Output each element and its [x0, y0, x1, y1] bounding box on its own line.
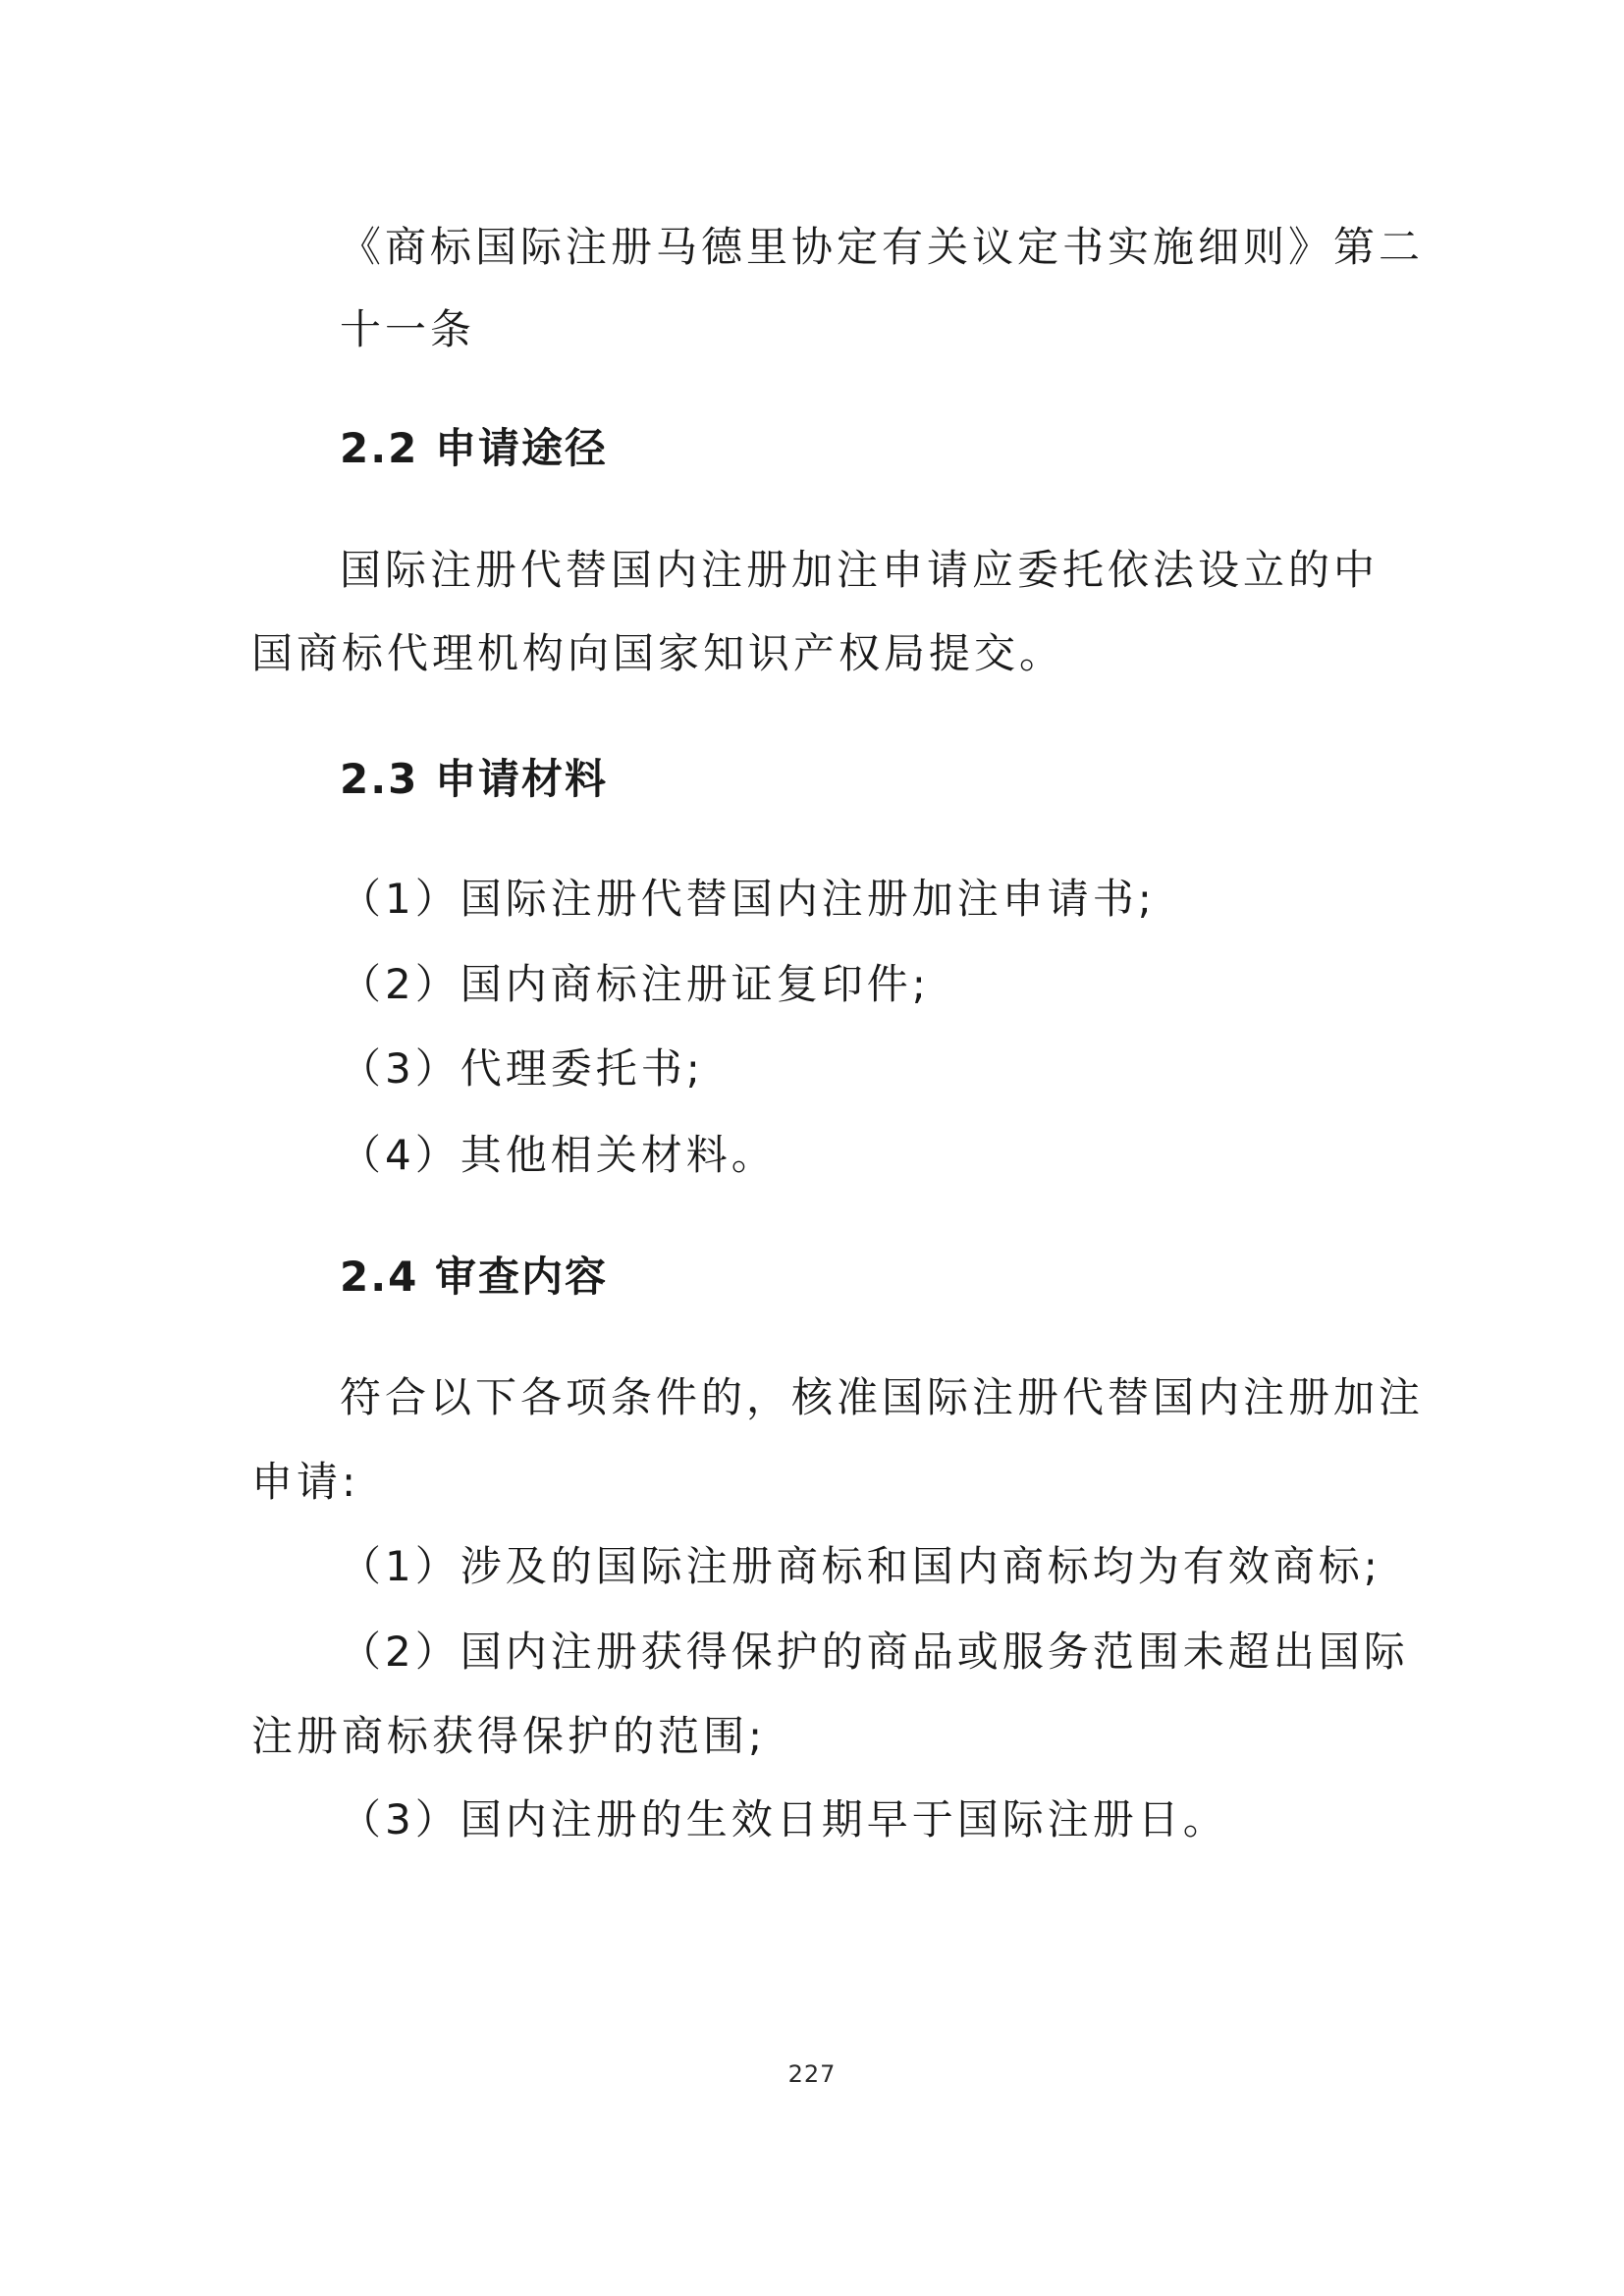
section-2-3-item-1: （1）国际注册代替国内注册加注申请书;	[340, 875, 1156, 923]
section-2-4-item-2-line-1: （2）国内注册获得保护的商品或服务范围未超出国际	[340, 1628, 1409, 1676]
section-2-3-item-4: （4）其他相关材料。	[340, 1131, 777, 1179]
section-2-2-para-line-1: 国际注册代替国内注册加注申请应委托依法设立的中	[340, 546, 1380, 594]
section-2-4-item-1: （1）涉及的国际注册商标和国内商标均为有效商标;	[340, 1542, 1381, 1590]
intro-line-1: 《商标国际注册马德里协定有关议定书实施细则》第二	[340, 223, 1425, 271]
section-2-4-heading: 2.4 审查内容	[340, 1253, 609, 1301]
section-2-3-item-3: （3）代理委托书;	[340, 1044, 704, 1093]
section-2-4-item-2-line-2: 注册商标获得保护的范围;	[251, 1712, 767, 1760]
intro-line-2: 十一条	[340, 305, 476, 353]
section-2-2-heading: 2.2 申请途径	[340, 424, 609, 472]
section-2-4-para-line-1: 符合以下各项条件的，核准国际注册代替国内注册加注	[340, 1373, 1425, 1421]
section-2-3-heading: 2.3 申请材料	[340, 755, 609, 803]
section-2-4-para-line-2: 申请:	[251, 1458, 360, 1506]
page-number: 227	[787, 2060, 837, 2088]
section-2-3-item-2: （2）国内商标注册证复印件;	[340, 960, 930, 1008]
section-2-4-item-3: （3）国内注册的生效日期早于国际注册日。	[340, 1795, 1228, 1843]
section-2-2-para-line-2: 国商标代理机构向国家知识产权局提交。	[251, 629, 1065, 677]
